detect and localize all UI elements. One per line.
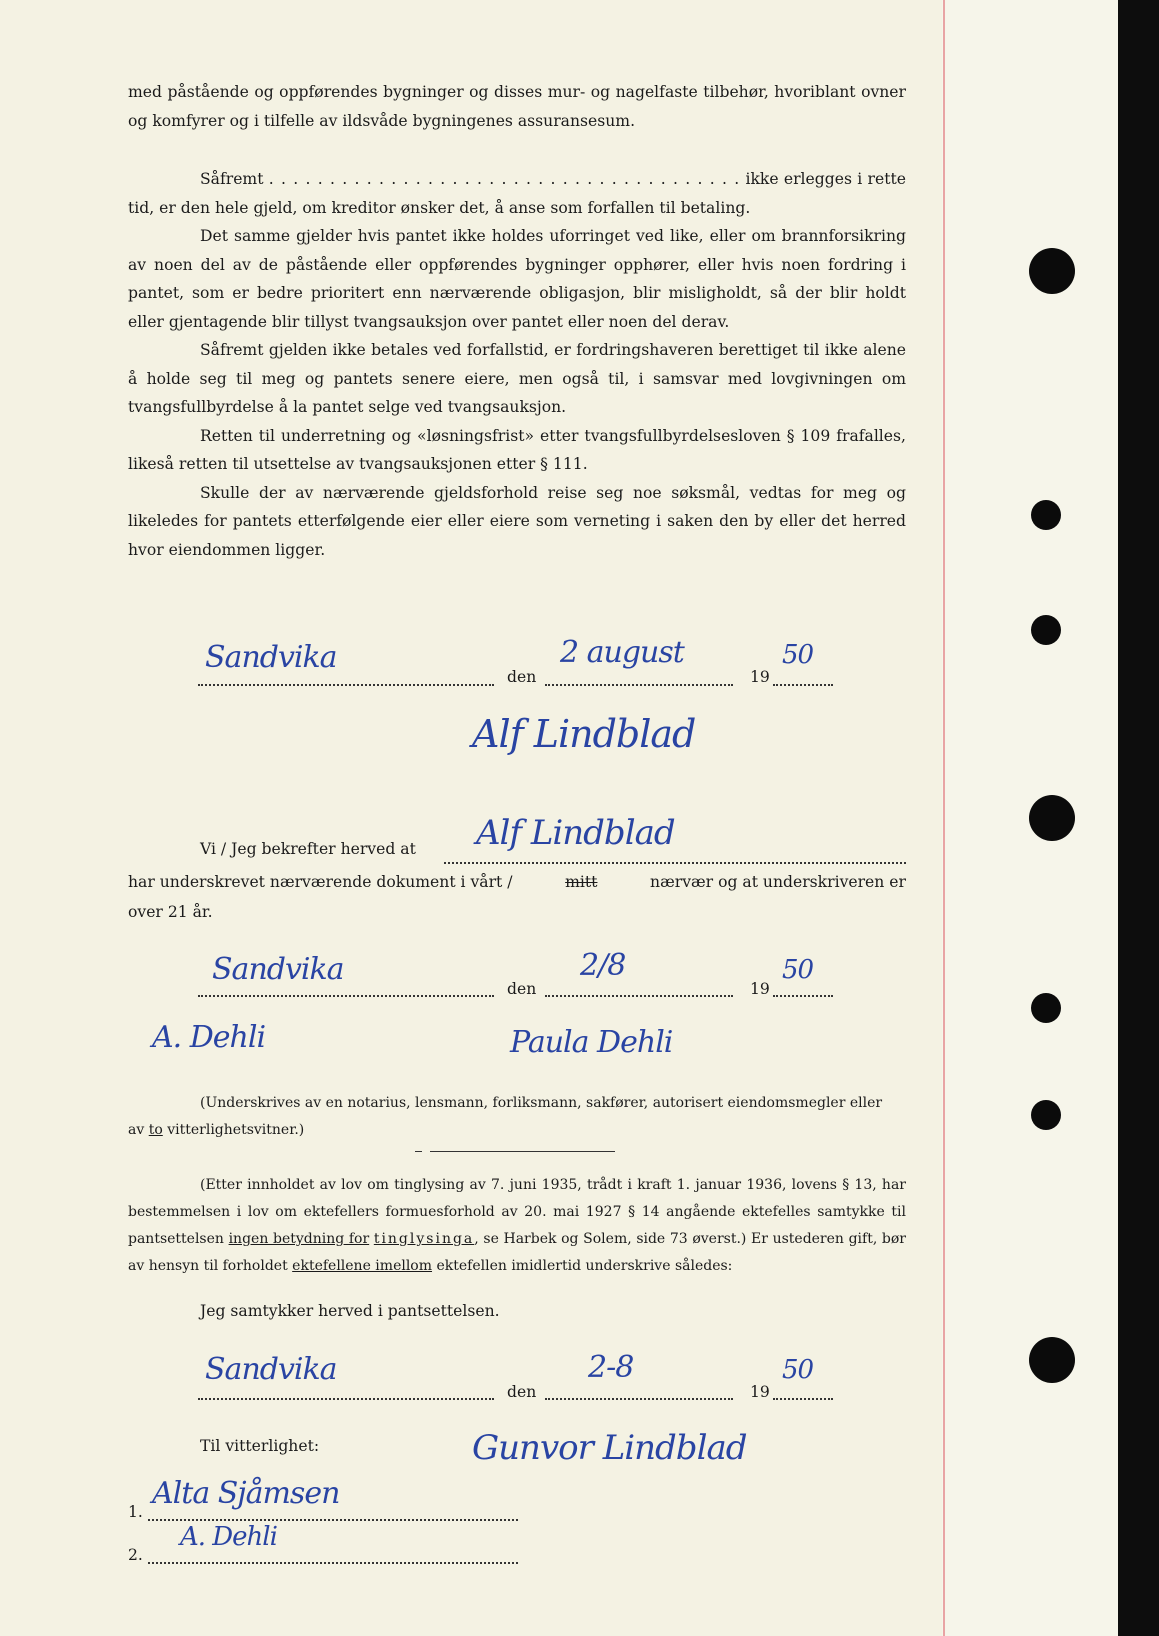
divider-rule — [430, 1151, 615, 1152]
punch-hole — [1031, 500, 1061, 530]
punch-hole — [1031, 993, 1061, 1023]
den-label: den — [507, 980, 537, 998]
year-dotted-line — [773, 1398, 833, 1400]
handwritten-year: 50 — [782, 640, 814, 670]
witness-label: Til vitterlighet: — [200, 1437, 320, 1455]
witness-signature-right: Paula Dehli — [510, 1025, 673, 1060]
witness-dotted-line — [148, 1562, 518, 1564]
handwritten-place: Sandvika — [205, 1352, 337, 1387]
place-dotted-line — [198, 995, 494, 997]
signature: Alf Lindblad — [472, 712, 696, 756]
witness-signature-2: A. Dehli — [180, 1522, 277, 1552]
year-prefix: 19 — [750, 980, 770, 998]
date-dotted-line — [545, 1398, 733, 1400]
divider-dash — [415, 1151, 422, 1152]
witness-dotted-line — [148, 1519, 518, 1521]
signature: Gunvor Lindblad — [472, 1428, 747, 1468]
name-dotted-line — [444, 862, 906, 864]
note-tinglysing: (Etter innholdet av lov om tinglysing av 7. juni 1935, trådt i kraft 1. januar 1936, lovens § 13, har bestemmelsen i lov om ektefellers formuesforhold av 20. mai 1927 § 14 angående ektefelles samtykke til pantsettelsen ingen betydning for tinglysinga, se Harbek og Solem, side 73 øverst.) Er ustederen gift, bør av hensyn til forholdet ektefellene imellom ektefellen imidlertid underskrive således: — [128, 1177, 907, 1274]
year-prefix: 19 — [750, 668, 770, 686]
paragraph-default: Såfremt . . . . . . . . . . . . . . . . . . . . . . . . . . . . . . . . . . . . . . . ikke erlegges i rette tid, er den hele gjeld, om kreditor ønsker det, å anse som forfallen til betaling. Det samme gjelder hvis pantet ikke holdes uforringet ved like, eller om brannforsikring av noen del av de påstående eller oppførendes bygninger opphører, eller hvis noen fordring i pantet, som er bedre prioritert enn nærværende obligasjon, blir misligholdt, så der blir holdt eller gjentagende blir tillyst tvangsauksjon over pantet eller noen del derav. Såfremt gjelden ikke betales ved forfallstid, er fordringshaveren berettiget til ikke alene å holde seg til meg og pantets senere eiere, men også til, i samsvar med lovgivningen om tvangsfullbyrdelse å la pantet selge ved tvangsauksjon. Retten til underretning og «løsningsfrist» etter tvangsfullbyrdelsesloven § 109 frafalles, likeså retten til utsettelse av tvangsauksjonen etter § 111. Skulle der av nærværende gjeldsforhold reise seg noe søksmål, vedtas for meg og likeledes for pantets etterfølgende eier eller eiere som verneting i saken den by eller det herred hvor eiendommen ligger. — [128, 170, 906, 559]
note-signing: (Underskrives av en notarius, lensmann, forliksmann, sakfører, autorisert eiendomsmegler eller av to vitterlighetsvitner.) — [128, 1095, 883, 1138]
handwritten-year: 50 — [782, 1355, 814, 1385]
handwritten-date: 2/8 — [580, 948, 626, 983]
handwritten-name: Alf Lindblad — [476, 813, 675, 853]
den-label: den — [507, 1383, 537, 1401]
punch-hole — [1031, 1100, 1061, 1130]
handwritten-place: Sandvika — [205, 640, 337, 675]
witness-signature-left: A. Dehli — [152, 1020, 266, 1055]
year-prefix: 19 — [750, 1383, 770, 1401]
confirmation-intro: Vi / Jeg bekrefter herved at — [200, 840, 416, 858]
witness-signature-1: Alta Sjåmsen — [152, 1476, 340, 1511]
witness-number-2: 2. — [128, 1546, 143, 1564]
punch-hole — [1029, 795, 1075, 841]
den-label: den — [507, 668, 537, 686]
witness-number-1: 1. — [128, 1503, 143, 1521]
year-dotted-line — [773, 684, 833, 686]
handwritten-date: 2-8 — [588, 1350, 634, 1385]
handwritten-year: 50 — [782, 955, 814, 985]
consent-text: Jeg samtykker herved i pantsettelsen. — [200, 1302, 500, 1320]
year-dotted-line — [773, 995, 833, 997]
handwritten-place: Sandvika — [212, 952, 344, 987]
place-dotted-line — [198, 684, 494, 686]
date-dotted-line — [545, 684, 733, 686]
punch-hole — [1029, 1337, 1075, 1383]
paragraph-buildings: med påstående og oppførendes bygninger og disses mur- og nagelfaste tilbehør, hvoriblant ovner og komfyrer og i tilfelle av ildsvåde bygningenes assuransesum. — [128, 83, 906, 130]
margin-line — [943, 0, 945, 1636]
date-dotted-line — [545, 995, 733, 997]
punch-hole — [1031, 615, 1061, 645]
punch-hole — [1029, 248, 1075, 294]
place-dotted-line — [198, 1398, 494, 1400]
confirmation-line2: har underskrevet nærværende dokument i vårt / mitt nærvær og at underskriveren er — [128, 873, 906, 891]
confirmation-line3: over 21 år. — [128, 903, 213, 921]
handwritten-date: 2 august — [560, 635, 684, 670]
